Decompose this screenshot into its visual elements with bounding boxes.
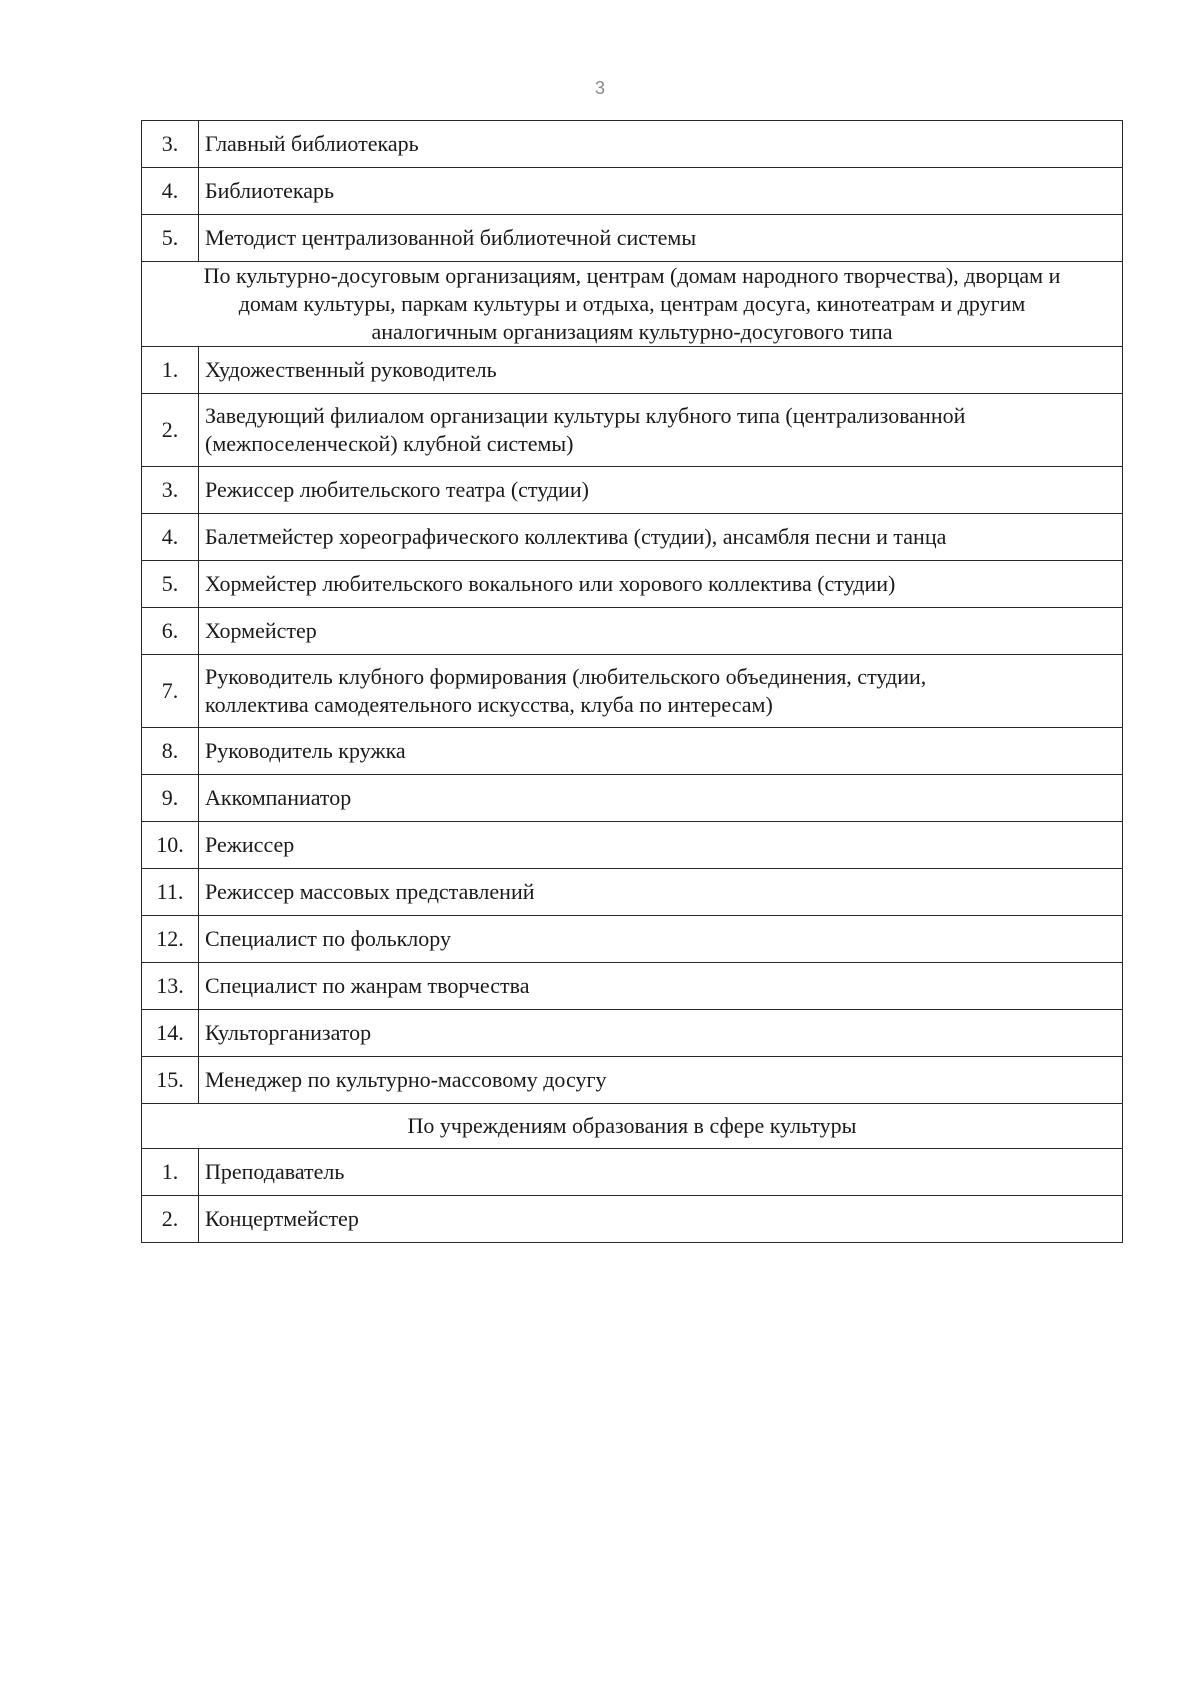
section-heading-education: По учреждениям образования в сфере культуры [142, 1104, 1123, 1149]
table-row [142, 215, 1123, 262]
table-row [142, 1010, 1123, 1057]
table-row [142, 869, 1123, 916]
position-title: Специалист по жанрам творчества [199, 963, 1123, 1010]
position-title: Хормейстер любительского вокального или хорового коллектива (студии) [199, 561, 1123, 608]
row-number: 9. [142, 775, 199, 822]
table-row [142, 121, 1123, 168]
row-number: 3. [142, 467, 199, 514]
table-row [142, 822, 1123, 869]
table-row [142, 394, 1123, 467]
position-title: Режиссер любительского театра (студии) [199, 467, 1123, 514]
position-title-line: Руководитель клубного формирования (любительского объединения, студии, [205, 664, 927, 689]
table-row [142, 1196, 1123, 1243]
position-title: Хормейстер [199, 608, 1123, 655]
position-title: Концертмейстер [199, 1196, 1123, 1243]
table-row [142, 608, 1123, 655]
table-row [142, 514, 1123, 561]
table-row [142, 1057, 1123, 1104]
table-row [142, 467, 1123, 514]
section-heading-line: домам культуры, паркам культуры и отдыха, центрам досуга, кинотеатрам и другим [238, 291, 1026, 316]
table-row [142, 347, 1123, 394]
section-heading-line: аналогичным организациям культурно-досугового типа [371, 319, 893, 344]
table-row [142, 561, 1123, 608]
position-title-line: коллектива самодеятельного искусства, клуба по интересам) [205, 692, 773, 717]
row-number: 5. [142, 561, 199, 608]
table-row [142, 916, 1123, 963]
table-row [142, 168, 1123, 215]
row-number: 12. [142, 916, 199, 963]
page-number: 3 [594, 78, 605, 98]
position-title: Режиссер массовых представлений [199, 869, 1123, 916]
position-title: Преподаватель [199, 1149, 1123, 1196]
row-number: 2. [142, 1196, 199, 1243]
position-title: Менеджер по культурно-массовому досугу [199, 1057, 1123, 1104]
position-title: Культорганизатор [199, 1010, 1123, 1057]
row-number: 14. [142, 1010, 199, 1057]
table-row [142, 728, 1123, 775]
row-number: 13. [142, 963, 199, 1010]
position-title [199, 394, 1123, 467]
section-heading-row [142, 262, 1123, 347]
position-title-line: Заведующий филиалом организации культуры клубного типа (централизованной [205, 403, 966, 428]
positions-table [141, 120, 1123, 1243]
row-number: 8. [142, 728, 199, 775]
row-number: 2. [142, 394, 199, 467]
row-number: 11. [142, 869, 199, 916]
section-heading-row [142, 1104, 1123, 1149]
row-number: 4. [142, 514, 199, 561]
row-number: 6. [142, 608, 199, 655]
table-row [142, 1149, 1123, 1196]
position-title: Режиссер [199, 822, 1123, 869]
row-number: 5. [142, 215, 199, 262]
row-number: 7. [142, 655, 199, 728]
row-number: 3. [142, 121, 199, 168]
position-title: Главный библиотекарь [199, 121, 1123, 168]
row-number: 4. [142, 168, 199, 215]
table-row [142, 655, 1123, 728]
table-row [142, 775, 1123, 822]
position-title: Аккомпаниатор [199, 775, 1123, 822]
position-title: Методист централизованной библиотечной системы [199, 215, 1123, 262]
section-heading-line: По культурно-досуговым организациям, центрам (домам народного творчества), дворцам и [203, 263, 1061, 288]
position-title [199, 655, 1123, 728]
position-title: Библиотекарь [199, 168, 1123, 215]
position-title-line: (межпоселенческой) клубной системы) [205, 431, 574, 456]
row-number: 10. [142, 822, 199, 869]
section-heading-culture [142, 262, 1123, 347]
row-number: 1. [142, 1149, 199, 1196]
position-title: Балетмейстер хореографического коллектива (студии), ансамбля песни и танца [199, 514, 1123, 561]
table-row [142, 963, 1123, 1010]
row-number: 15. [142, 1057, 199, 1104]
position-title: Специалист по фольклору [199, 916, 1123, 963]
position-title: Художественный руководитель [199, 347, 1123, 394]
position-title: Руководитель кружка [199, 728, 1123, 775]
row-number: 1. [142, 347, 199, 394]
